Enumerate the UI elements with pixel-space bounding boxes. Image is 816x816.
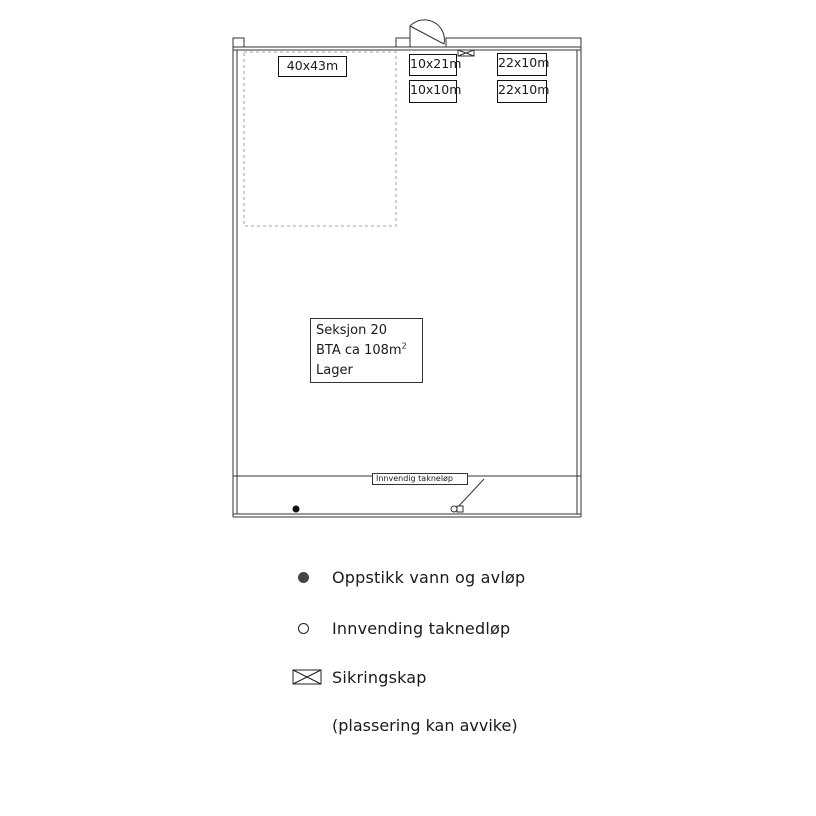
section-area: BTA ca $108m^2$	[316, 341, 407, 358]
drain-icon	[451, 506, 463, 512]
legend-item-water	[292, 565, 525, 589]
dim-label-10x21: 10x21m	[409, 54, 457, 76]
legend-label: Oppstikk vann og avløp	[332, 567, 526, 587]
dim-label-22x10-a: 22x10m	[497, 53, 547, 76]
open-circle-icon	[298, 623, 309, 634]
section-use: Lager	[316, 363, 353, 378]
door-swing	[410, 20, 444, 44]
water-outlet-icon	[293, 506, 300, 513]
top-wall	[233, 38, 581, 47]
legend-label: Sikringskap	[332, 667, 427, 687]
legend-item-fuse	[292, 665, 427, 689]
fuse-box-icon	[292, 669, 322, 685]
legend-label: Innvending taknedløp	[332, 618, 511, 638]
legend-note: (plassering kan avvike)	[332, 716, 518, 735]
section-info-box	[310, 318, 423, 383]
dim-label-10x10: 10x10m	[409, 80, 457, 103]
outer-walls	[233, 47, 581, 517]
section-name: Seksjon 20	[316, 323, 388, 338]
legend-item-drain	[292, 616, 510, 640]
dashed-zone	[244, 52, 396, 226]
drain-tag-label: Innvendig takneløp	[372, 473, 468, 485]
filled-circle-icon	[298, 572, 309, 583]
dim-label-40x43: 40x43m	[278, 56, 347, 77]
dim-label-22x10-b: 22x10m	[497, 80, 547, 103]
